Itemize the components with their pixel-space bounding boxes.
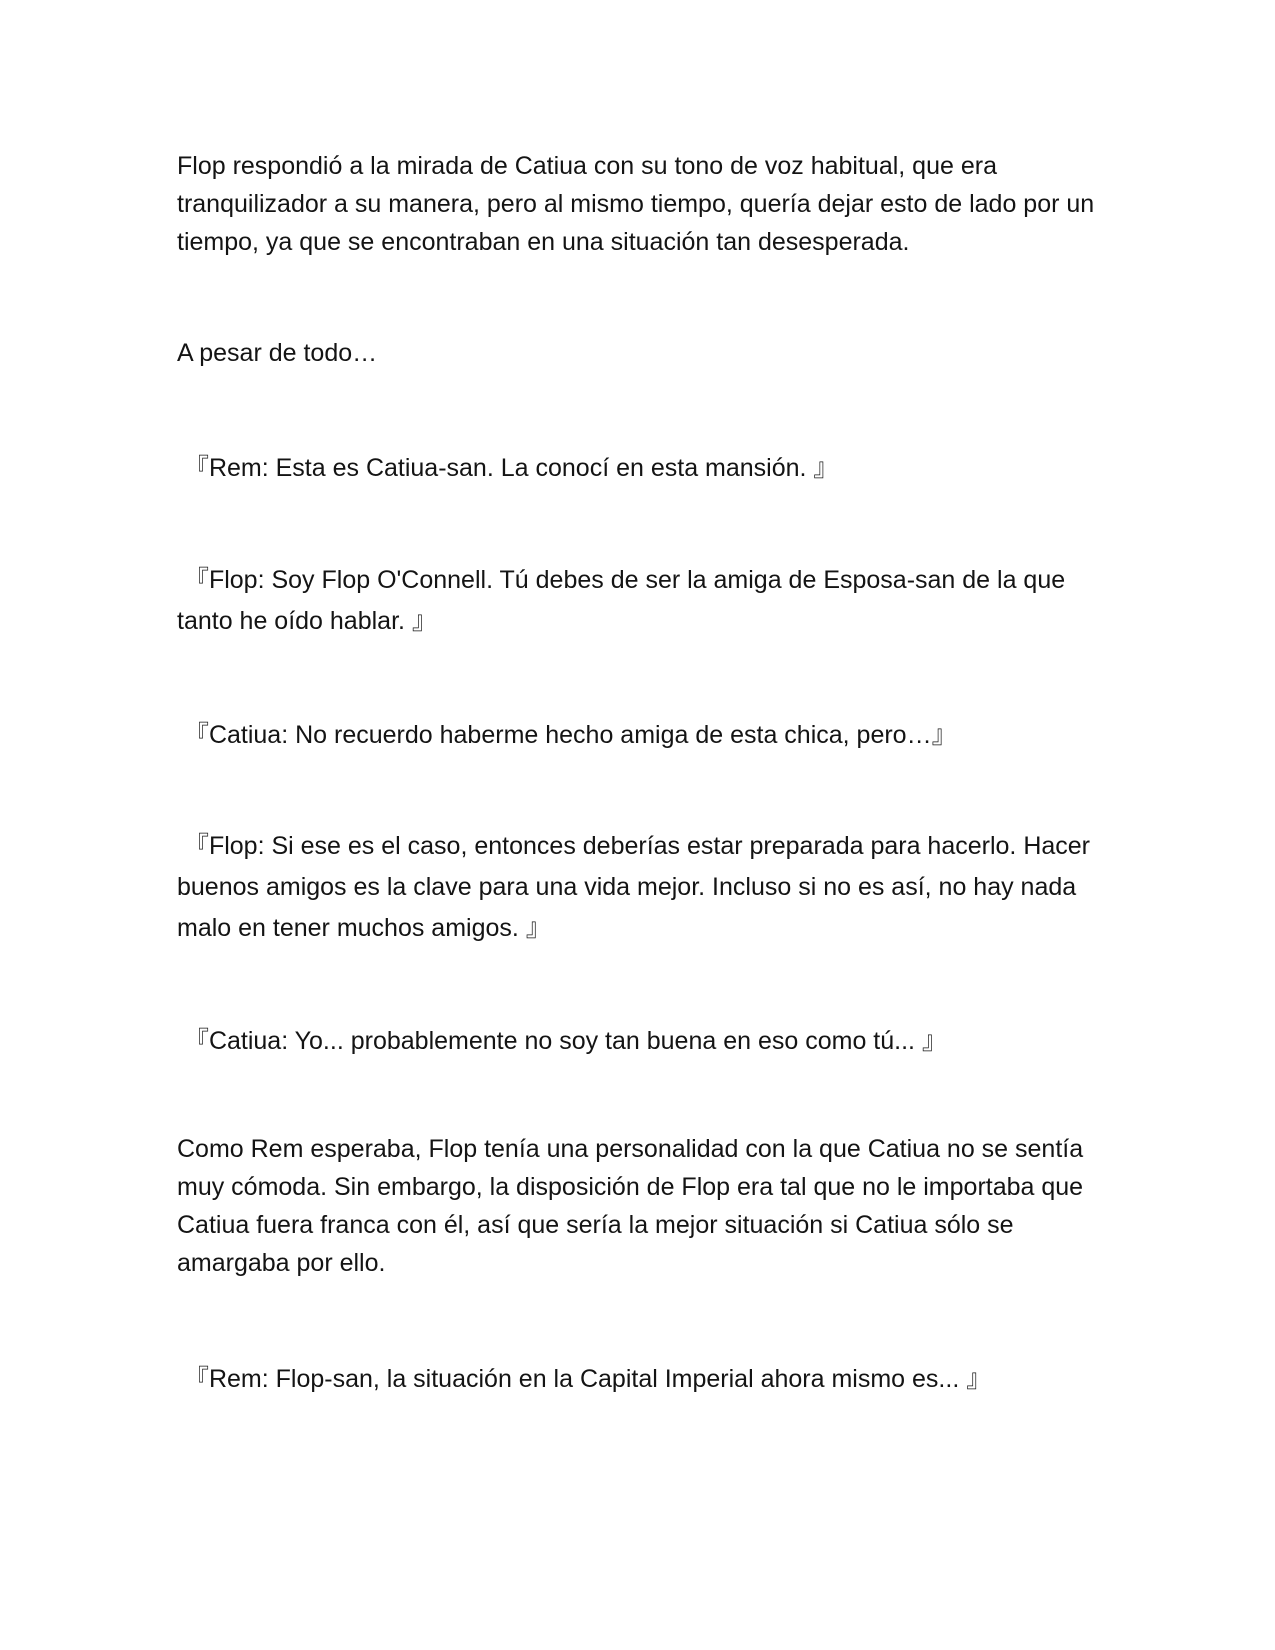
narration-paragraph: Como Rem esperaba, Flop tenía una personalidad con la que Catiua no se sentía muy cómoda. Sin embargo, la disposición de Flop era tal que no le importaba que Catiua fuera franca con él, así que sería la mejor situación si Catiua sólo se amargaba por ello. — [177, 1135, 1084, 1277]
narration-paragraph: A pesar de todo… — [177, 339, 378, 367]
dialogue-line-catiua: 『Catiua: No recuerdo haberme hecho amiga de esta chica, pero…』 — [177, 721, 957, 749]
dialogue-line-catiua: 『Catiua: Yo... probablemente no soy tan buena en eso como tú... 』 — [177, 1027, 947, 1055]
dialogue-line-flop: 『Flop: Si ese es el caso, entonces deberías estar preparada para hacerlo. Hacer buenos amigos es la clave para una vida mejor. Incluso si no es así, no hay nada malo en tener muchos amigos. 』 — [177, 832, 1091, 942]
dialogue-line-rem: 『Rem: Esta es Catiua-san. La conocí en esta mansión. 』 — [177, 454, 839, 482]
dialogue-line-flop: 『Flop: Soy Flop O'Connell. Tú debes de ser la amiga de Esposa-san de la que tanto he oído hablar. 』 — [177, 566, 1066, 635]
narration-paragraph: Flop respondió a la mirada de Catiua con su tono de voz habitual, que era tranquilizador a su manera, pero al mismo tiempo, quería dejar esto de lado por un tiempo, ya que se encontraban en una situación tan desesperada. — [177, 152, 1095, 256]
dialogue-line-rem: 『Rem: Flop-san, la situación en la Capital Imperial ahora mismo es... 』 — [177, 1365, 992, 1393]
